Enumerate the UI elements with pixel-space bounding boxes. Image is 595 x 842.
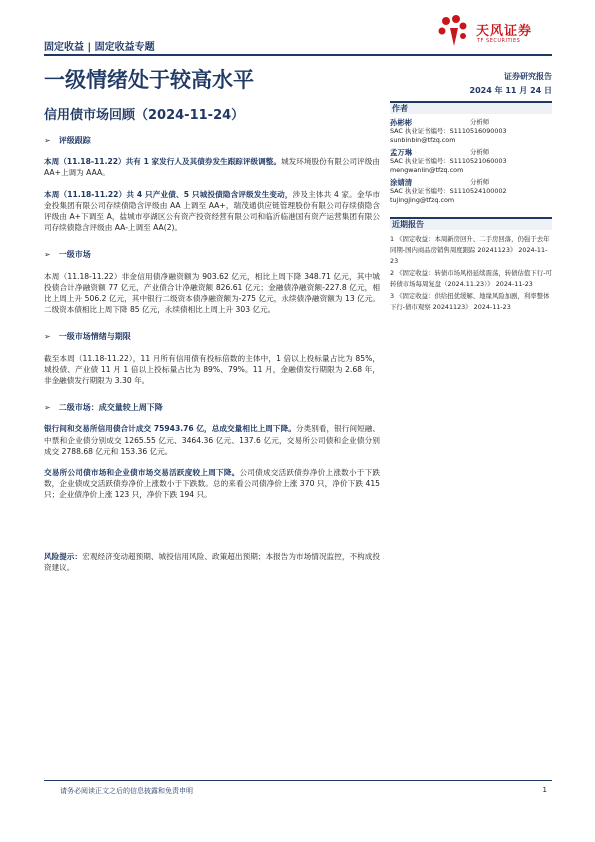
paragraph: 本周（11.18-11.22）共 4 只产业债、5 只城投债隐含评级发生变动，涉及主体共 4 家。金华市金投集团有限公司存续债隐含评级由 AA 上调至 AA+，瑞茂通供应链管理股份有限公司存续债隐含评级由 A+下调至 A，盐城市亭湖区公有资产投资经营有限公司和临沂临港国有资产运营集团有限公司存续债隐含评级由 AA-上调至 AA(2)。 (44, 189, 380, 233)
author-entry: 孙彬彬 分析师 SAC 执业证书编号：S1110516090003 sunbinbin@tfzq.com (390, 118, 552, 145)
report-category: 固定收益 | 固定收益专题 (44, 42, 155, 53)
footer-disclaimer: 请务必阅读正文之后的信息披露和免责申明 (60, 787, 193, 795)
sidebar (390, 101, 552, 314)
section-heading: ➢ 一级市场 (44, 250, 91, 260)
page-subtitle: 信用债市场回顾（2024-11-24） (44, 108, 245, 123)
risk-warning: 风险提示：宏观经济变动超预期、城投信用风险、政策超出预期；本报告为市场情况监控，不构成投资建议。 (44, 551, 380, 572)
arrow-icon: ➢ (44, 250, 51, 260)
page-number: 1 (542, 786, 547, 794)
paragraph: 截至本周（11.18-11.22），11 月所有信用债有投标倍数的主体中，1 倍以上投标量占比为 85%，城投债、产业债 11 月 1 倍以上投标量占比为 89%、79%。11 月，金融债发行期限为 2.68 年，非金融债发行期限为 3.30 年。 (44, 353, 380, 386)
arrow-icon: ➢ (44, 332, 51, 342)
brand-name: 天风证券 (476, 24, 533, 39)
tf-logo-icon (436, 14, 470, 48)
recent-reports-heading: 近期报告 (390, 217, 552, 230)
paragraph: 银行间和交易所信用债合计成交 75943.76 亿，总成交量相比上周下降。分类别看，银行间短融、中票和企业债分别成交 1265.55 亿元、3464.36 亿元、137.6 亿元，交易所公司债和企业债分别成交 2788.68 亿元和 153.36 亿元。 (44, 424, 381, 456)
brand-logo (436, 12, 556, 52)
main-content (44, 135, 380, 583)
authors-heading: 作者 (390, 101, 552, 114)
footer-rule (44, 780, 552, 781)
brand-name-en: TF SECURITIES (477, 38, 521, 44)
section-heading: ➢ 评级跟踪 (44, 136, 91, 145)
author-email[interactable]: tujingjing@tfzq.com (390, 196, 455, 204)
page-title: 一级情绪处于较高水平 (44, 68, 254, 92)
recent-report-link[interactable]: 2 《固定收益：转债市场风格延续震荡，转债估值下行-可转债市场每周复盘（2024.11.23）》 2024-11-23 (390, 269, 552, 288)
paragraph: 本周（11.18-11.22）非金信用债净融资额为 903.62 亿元，相比上周下降 348.71 亿元，其中城投债合计净融资额 77 亿元，产业债合计净融资额 826.61 亿元；金融债净融资额-227.8 亿元，相比上周上升 506.2 亿元，其中银行二级资本债净融资额为-275 亿元，永续债净融资额为 13 亿元。二级资本债相比上周下降 85 亿元，永续债相比上周上升 303 亿元。 (44, 271, 380, 315)
report-type: 证券研究报告 (504, 72, 552, 81)
section-heading: ➢ 一级市场情绪与期限 (44, 332, 131, 342)
author-email[interactable]: mengwanlin@tfzq.com (390, 166, 464, 174)
author-entry: 涂婧清 分析师 SAC 执业证书编号：S1110524100002 tujingjing@tfzq.com (390, 178, 552, 205)
arrow-icon: ➢ (44, 136, 51, 145)
recent-report-link[interactable]: 3 《固定收益：供给扭优缓解、地缘风险加剧，利率整体下行-债市观察 20241123》 2024-11-23 (390, 292, 550, 311)
author-entry: 孟万琳 分析师 SAC 执业证书编号：S1110521060003 mengwanlin@tfzq.com (390, 148, 552, 175)
header-rule (44, 54, 552, 56)
section-heading: ➢ 二级市场：成交量较上周下降 (44, 403, 163, 413)
report-date: 2024 年 11 月 24 日 (469, 86, 552, 95)
paragraph: 交易所公司债市场和企业债市场交易活跃度较上周下降。公司债成交活跃债券净价上涨数小于下跌数，企业债成交活跃债券净价上涨数小于下跌数。总的来看公司债净价上涨 370 只，净价下跌 415 只；企业债净价上涨 123 只，净价下跌 194 只。 (44, 468, 381, 500)
paragraph: 本周（11.18-11.22）共有 1 家发行人及其债券发生跟踪评级调整。城发环境股份有限公司评级由 AA+上调为 AAA。 (44, 157, 381, 178)
recent-report-link[interactable]: 1 《固定收益：本周新房回升、二手房回落，仍强于去年同期-国内商品房销售周度跟踪 20241123》 2024-11-23 (390, 235, 550, 265)
author-email[interactable]: sunbinbin@tfzq.com (390, 136, 456, 144)
arrow-icon: ➢ (44, 403, 51, 413)
